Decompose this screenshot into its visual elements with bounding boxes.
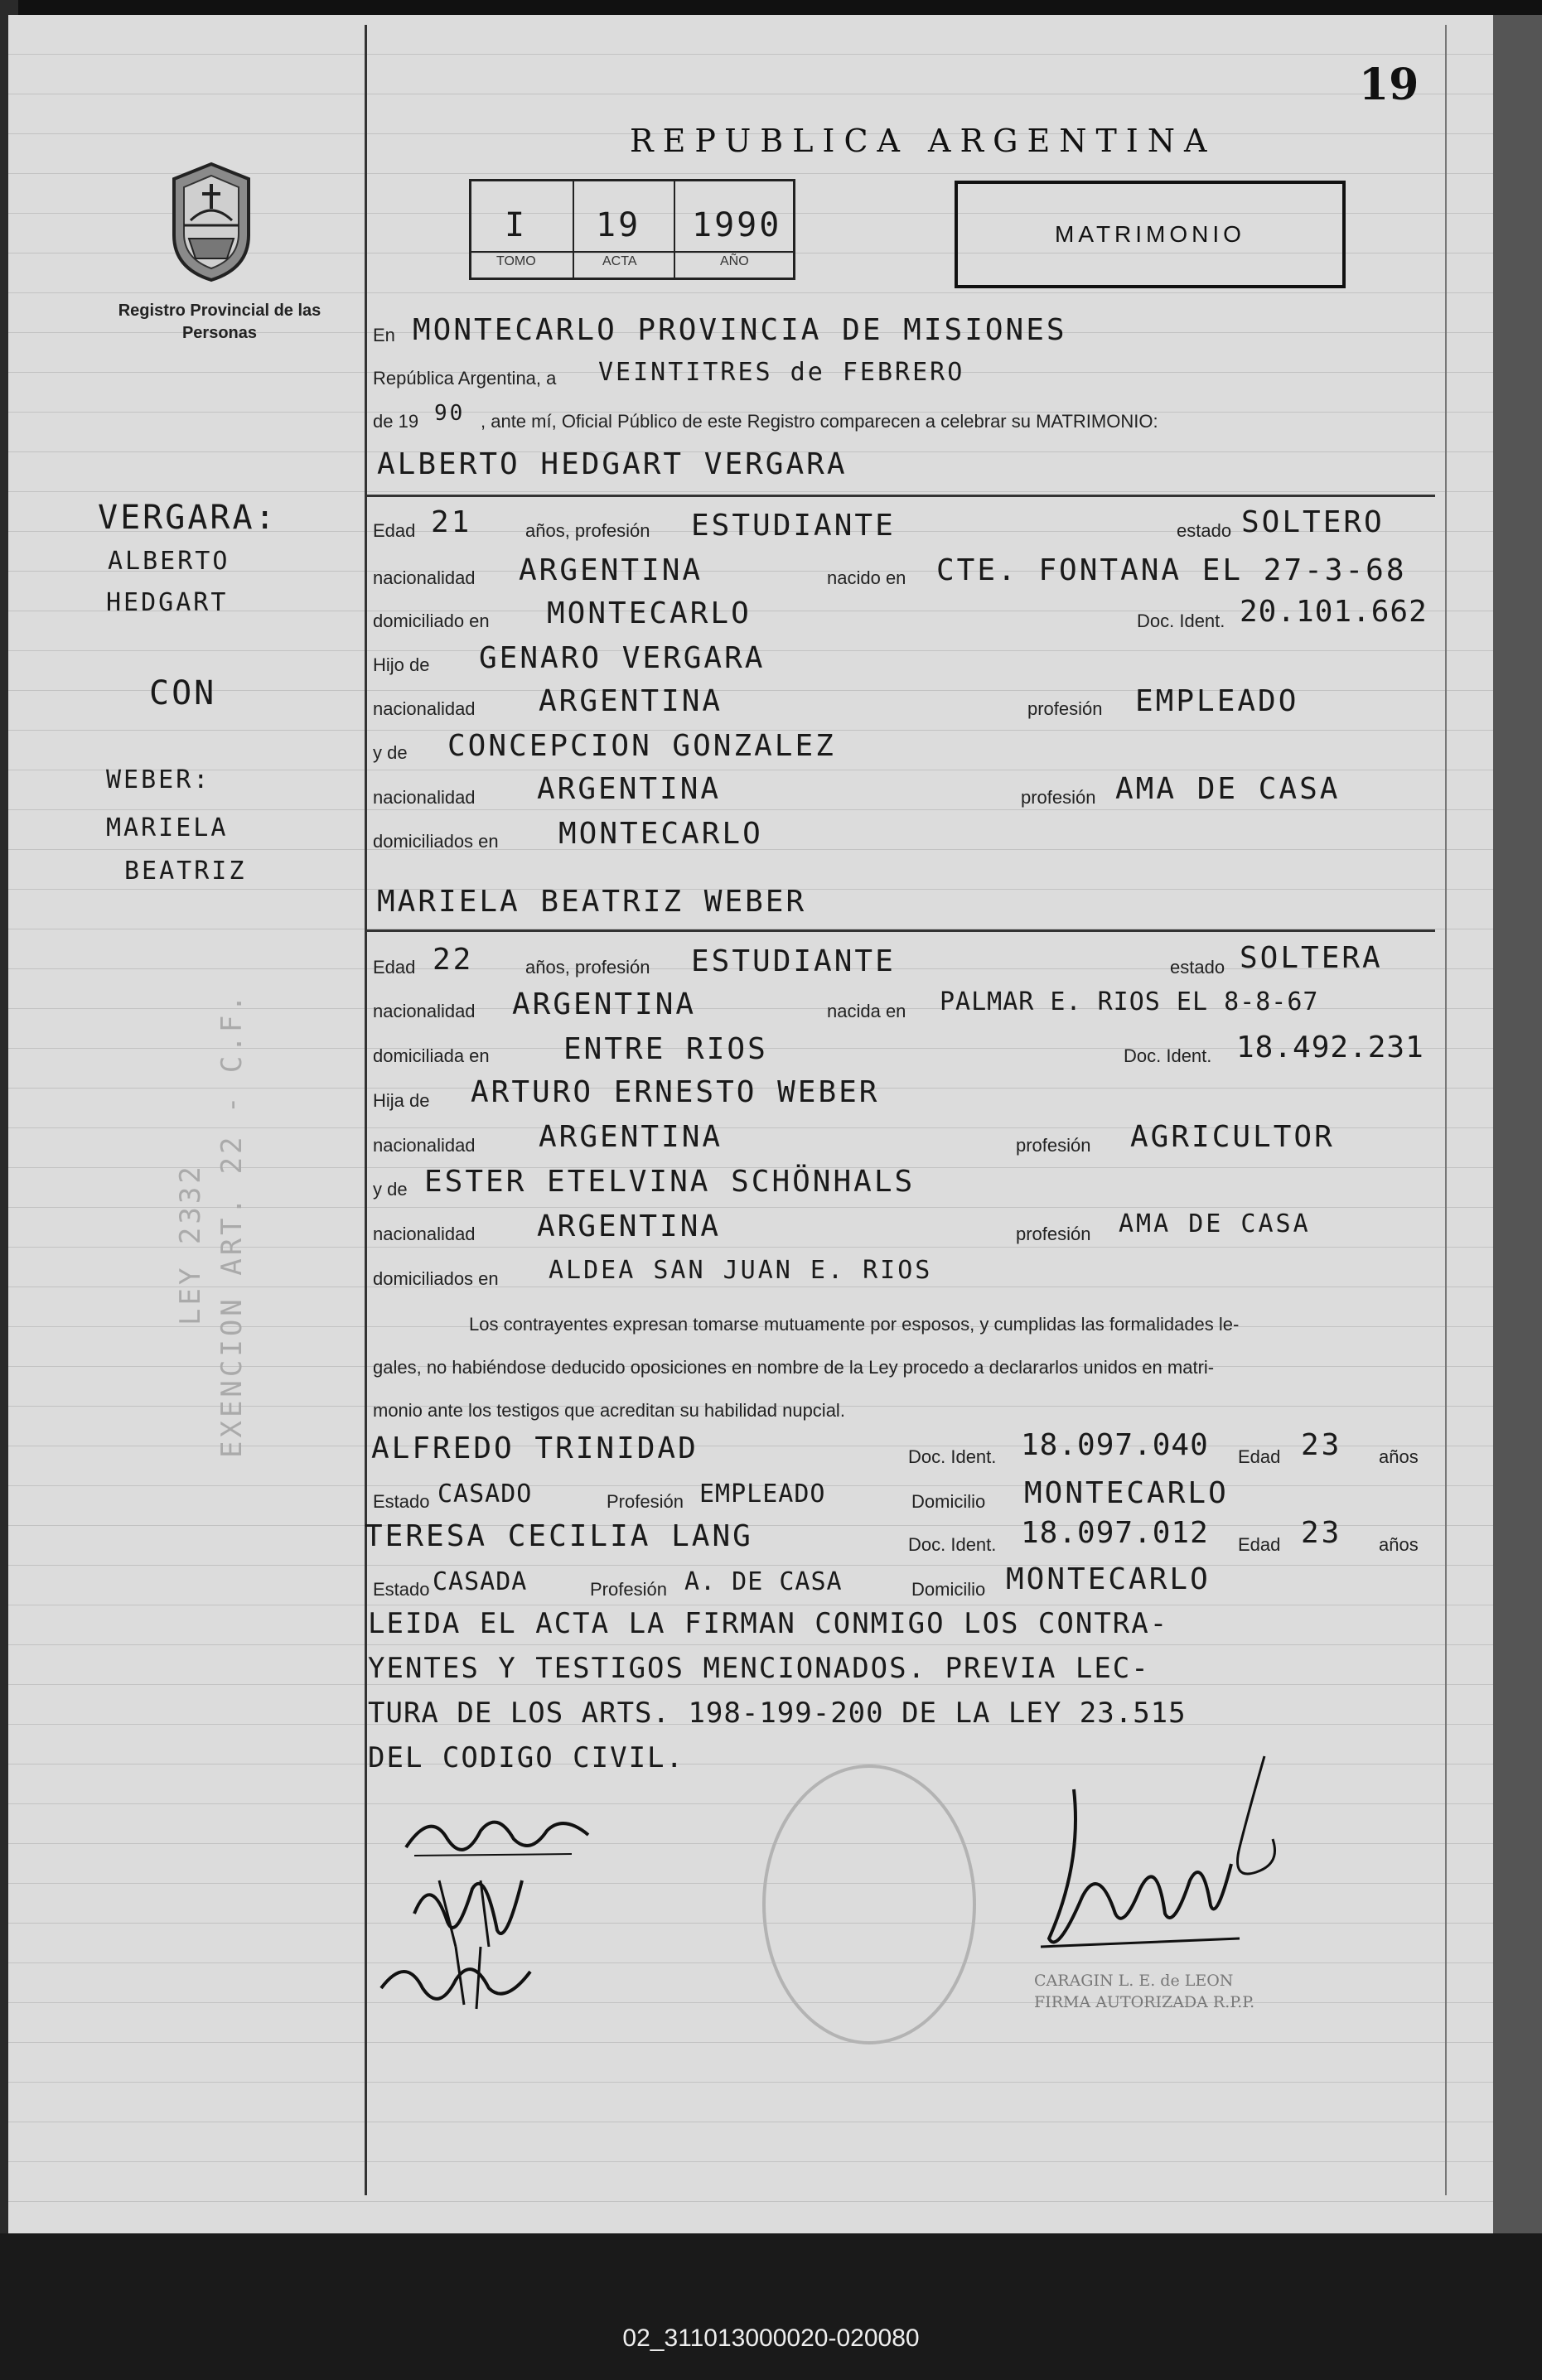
bride-nacida: PALMAR E. RIOS EL 8-8-67 [940,987,1319,1016]
bride-padres-dom-label: domiciliados en [373,1268,499,1289]
bride-nac-label: nacionalidad [373,1001,476,1021]
margin-stamp-exemption: EXENCION ART. 22 - C.F. [215,992,249,1458]
page-right-edge [1493,15,1542,2268]
witness1-name: ALFREDO TRINIDAD [371,1431,698,1465]
signature-witnesses [365,1938,547,2013]
bride-padre: ARTURO ERNESTO WEBER [471,1075,880,1109]
groom-yde-label: y de [373,742,408,763]
anio-value: 1990 [692,206,782,244]
bride-hija-label: Hija de [373,1090,430,1111]
witness2-edad-label: Edad [1238,1534,1281,1555]
coat-of-arms-icon [166,159,257,283]
signature-groom [398,1806,597,1872]
witness1-doc: 18.097.040 [1021,1428,1209,1462]
bride-madre-prof-label: profesión [1016,1224,1091,1244]
officer-stamp-name: CARAGIN L. E. de LEON [1034,1972,1234,1990]
ceremony-day-month: VEINTITRES de FEBRERO [598,358,965,387]
bride-padre-prof-label: profesión [1016,1135,1091,1156]
ceremony-place: MONTECARLO PROVINCIA DE MISIONES [413,313,1067,347]
officer-stamp-title: FIRMA AUTORIZADA R.P.P. [1034,1993,1255,2011]
witness2-doc-label: Doc. Ident. [908,1534,997,1555]
acta-label: ACTA [602,254,637,268]
witness2-dom: MONTECARLO [1006,1562,1211,1596]
bride-padre-nac-label: nacionalidad [373,1135,476,1156]
witness1-dom: MONTECARLO [1024,1476,1229,1510]
bride-madre: ESTER ETELVINA SCHÖNHALS [424,1165,916,1199]
bride-dom-label: domiciliada en [373,1045,490,1066]
margin-groom-surname: VERGARA: [98,499,278,537]
groom-domicilio: MONTECARLO [547,596,752,630]
witness1-edad-label: Edad [1238,1446,1281,1467]
margin-connector: CON [149,674,217,712]
groom-edad: 21 [431,505,472,539]
bride-doc: 18.492.231 [1236,1031,1424,1064]
groom-edad-label: Edad [373,520,416,541]
bride-anos-label: años, profesión [525,957,650,978]
groom-madre-nac: ARGENTINA [537,772,722,806]
groom-doc: 20.101.662 [1240,595,1428,629]
closing-line-4: DEL CODIGO CIVIL. [368,1741,684,1774]
closing-line-2: YENTES Y TESTIGOS MENCIONADOS. PREVIA LEC- [368,1652,1150,1685]
witness2-estado: CASADA [433,1567,528,1596]
year-prefix-label: de 19 [373,411,419,432]
groom-name: ALBERTO HEDGART VERGARA [377,447,848,481]
document-type-box: MATRIMONIO [955,181,1346,288]
witness1-doc-label: Doc. Ident. [908,1446,997,1467]
anio-label: AÑO [720,254,749,268]
witness1-prof: EMPLEADO [699,1480,826,1509]
groom-madre-prof: AMA DE CASA [1115,772,1341,806]
tomo-value: I [505,206,528,244]
page-number: 19 [1359,60,1419,110]
bride-domicilio: ENTRE RIOS [563,1032,768,1066]
bride-profesion: ESTUDIANTE [691,944,896,978]
groom-nacionalidad: ARGENTINA [519,553,703,587]
witness2-anos-label: años [1379,1534,1419,1555]
groom-section-rule [365,495,1435,497]
bride-madre-prof: AMA DE CASA [1119,1209,1311,1238]
witness1-estado-label: Estado [373,1491,430,1512]
groom-profesion: ESTUDIANTE [691,509,896,543]
bride-edad-label: Edad [373,957,416,978]
bride-nacida-label: nacida en [827,1001,906,1021]
bride-nacionalidad: ARGENTINA [512,987,697,1021]
groom-nacido-label: nacido en [827,567,906,588]
scan-reference-code: 02_311013000020-020080 [622,2324,920,2352]
groom-madre-prof-label: profesión [1021,787,1096,808]
bride-section-rule [365,929,1435,932]
bride-doc-label: Doc. Ident. [1124,1045,1212,1066]
margin-divider-line [365,25,367,2195]
witness2-edad: 23 [1301,1516,1342,1550]
intro-statement: , ante mí, Oficial Público de este Registro comparecen a celebrar su MATRIMONIO: [481,411,1158,432]
margin-stamp-law: LEY 2332 [174,1163,207,1325]
groom-madre: CONCEPCION GONZALEZ [447,729,836,763]
page-title: REPUBLICA ARGENTINA [630,123,1216,159]
groom-padres-dom-label: domiciliados en [373,831,499,852]
declaration-line-3: monio ante los testigos que acreditan su habilidad nupcial. [373,1400,845,1421]
tomo-label: TOMO [496,254,536,268]
witness1-estado: CASADO [437,1480,533,1509]
groom-padre-nac-label: nacionalidad [373,698,476,719]
witness1-edad: 23 [1301,1428,1342,1462]
groom-madre-nac-label: nacionalidad [373,787,476,808]
groom-nac-label: nacionalidad [373,567,476,588]
witness1-dom-label: Domicilio [911,1491,986,1512]
witness1-prof-label: Profesión [607,1491,684,1512]
declaration-line-1: Los contrayentes expresan tomarse mutuamente por esposos, y cumplidas las formalidades le- [469,1314,1240,1335]
margin-groom-middle: HEDGART [106,588,229,617]
bride-madre-nac-label: nacionalidad [373,1224,476,1244]
witness2-dom-label: Domicilio [911,1579,986,1600]
margin-bride-surname: WEBER: [106,765,211,794]
official-seal [762,1764,976,2044]
groom-padre-nac: ARGENTINA [539,684,723,718]
witness2-name: TERESA CECILIA LANG [365,1519,753,1553]
registry-name: Registro Provincial de las Personas [118,302,321,342]
declaration-line-2: gales, no habiéndose deducido oposiciones en nombre de la Ley procedo a declararlos unidos en matri- [373,1357,1215,1378]
bride-estado: SOLTERA [1240,941,1383,975]
bride-estado-label: estado [1170,957,1225,978]
groom-dom-label: domiciliado en [373,611,490,631]
margin-groom-first: ALBERTO [108,547,230,576]
closing-line-3: TURA DE LOS ARTS. 198-199-200 DE LA LEY 23.515 [368,1697,1187,1730]
en-label: En [373,325,395,345]
groom-estado: SOLTERO [1241,505,1385,539]
bride-padre-nac: ARGENTINA [539,1120,723,1154]
closing-line-1: LEIDA EL ACTA LA FIRMAN CONMIGO LOS CONTRA- [368,1607,1169,1640]
groom-padres-dom: MONTECARLO [558,817,763,851]
right-margin-line [1445,25,1447,2195]
witness1-anos-label: años [1379,1446,1419,1467]
margin-bride-first: MARIELA [106,813,229,842]
groom-doc-label: Doc. Ident. [1137,611,1225,631]
margin-bride-middle: BEATRIZ [124,857,247,886]
officer-stamp [1034,1970,1254,2013]
witness2-estado-label: Estado [373,1579,430,1600]
bride-padres-dom: ALDEA SAN JUAN E. RIOS [549,1256,933,1285]
scan-bottom-band [0,2233,1542,2380]
groom-estado-label: estado [1177,520,1232,541]
bride-padre-prof: AGRICULTOR [1130,1120,1335,1154]
groom-anos-label: años, profesión [525,520,650,541]
witness2-prof-label: Profesión [590,1579,667,1600]
groom-hijo-label: Hijo de [373,654,430,675]
witness2-doc: 18.097.012 [1021,1516,1209,1550]
groom-padre: GENARO VERGARA [479,641,766,675]
witness2-prof: A. DE CASA [684,1567,843,1596]
acta-value: 19 [596,206,641,244]
tomo-acta-anio-box [469,179,795,280]
ceremony-year: 90 [434,401,466,426]
bride-name: MARIELA BEATRIZ WEBER [377,885,807,919]
republic-label: República Argentina, a [373,368,557,389]
signature-officer [1024,1748,1306,1972]
bride-madre-nac: ARGENTINA [537,1209,722,1243]
groom-padre-prof-label: profesión [1027,698,1103,719]
bride-yde-label: y de [373,1179,408,1200]
bride-edad: 22 [433,943,474,977]
groom-padre-prof: EMPLEADO [1135,684,1299,718]
groom-nacido: CTE. FONTANA EL 27-3-68 [936,553,1407,587]
